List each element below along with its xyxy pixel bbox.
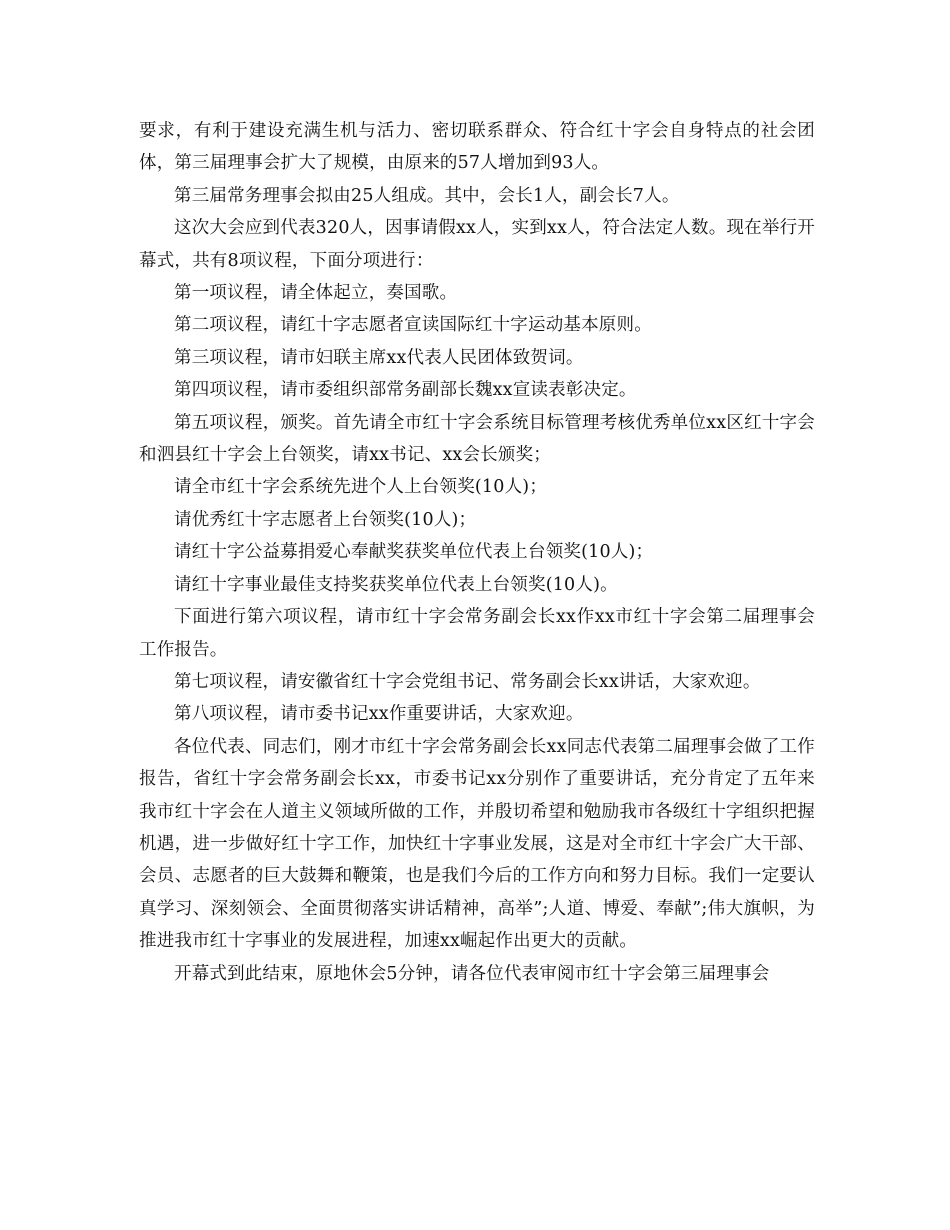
award-support: 请红十字事业最佳支持奖获奖单位代表上台领奖(10人)。 xyxy=(174,574,618,595)
paragraph-continued: 要求，有利于建设充满生机与活力、密切联系群众、符合红十字会自身特点的社会团体，第三届理事会扩大了规模，由原来的57人增加到93人。 xyxy=(139,121,815,174)
paragraph-closing: 开幕式到此结束，原地休会5分钟，请各位代表审阅市红十字会第三届理事会 xyxy=(174,963,770,984)
paragraph-summary: 各位代表、同志们，刚才市红十字会常务副会长xx同志代表第二届理事会做了工作报告，省红十字会常务副会长xx，市委书记xx分别作了重要讲话，充分肯定了五年来我市红十字会在人道主义领域所做的工作，并殷切希望和勉励我市各级红十字组织把握机遇，进一步做好红十字工作，加快红十字事业发展，这是对全市红十字会广大干部、会员、志愿者的巨大鼓舞和鞭策，也是我们今后的工作方向和努力目标。我们一定要认真学习、深刻领会、全面贯彻落实讲话精神，高举”;人道、博爱、奉献”;伟大旗帜，为推进我市红十字事业的发展进程，加速xx崛起作出更大的贡献。 xyxy=(139,736,815,952)
agenda-item-3: 第三项议程，请市妇联主席xx代表人民团体致贺词。 xyxy=(174,347,584,368)
agenda-item-4: 第四项议程，请市委组织部常务副部长魏xx宣读表彰决定。 xyxy=(174,380,637,401)
document-body xyxy=(139,115,815,990)
agenda-item-5: 第五项议程，颁奖。首先请全市红十字会系统目标管理考核优秀单位xx区红十字会和泗县红十字会上台领奖，请xx书记、xx会长颁奖； xyxy=(139,412,815,466)
award-volunteers: 请优秀红十字志愿者上台领奖(10人)； xyxy=(174,509,477,530)
agenda-item-2: 第二项议程，请红十字志愿者宣读国际红十字运动基本原则。 xyxy=(174,315,652,336)
agenda-item-1: 第一项议程，请全体起立，奏国歌。 xyxy=(174,283,458,304)
paragraph-standing-committee: 第三届常务理事会拟由25人组成。其中，会长1人，副会长7人。 xyxy=(174,185,680,206)
agenda-item-8: 第八项议程，请市委书记xx作重要讲话，大家欢迎。 xyxy=(174,704,584,725)
agenda-item-6: 下面进行第六项议程，请市红十字会常务副会长xx作xx市红十字会第二届理事会工作报告。 xyxy=(139,607,815,660)
agenda-item-7: 第七项议程，请安徽省红十字会党组书记、常务副会长xx讲话，大家欢迎。 xyxy=(174,671,761,692)
paragraph-attendance: 这次大会应到代表320人，因事请假xx人，实到xx人，符合法定人数。现在举行开幕式，共有8项议程，下面分项进行： xyxy=(139,218,815,271)
award-individuals: 请全市红十字会系统先进个人上台领奖(10人)； xyxy=(174,477,548,498)
award-donation: 请红十字公益募捐爱心奉献奖获奖单位代表上台领奖(10人)； xyxy=(174,542,654,563)
